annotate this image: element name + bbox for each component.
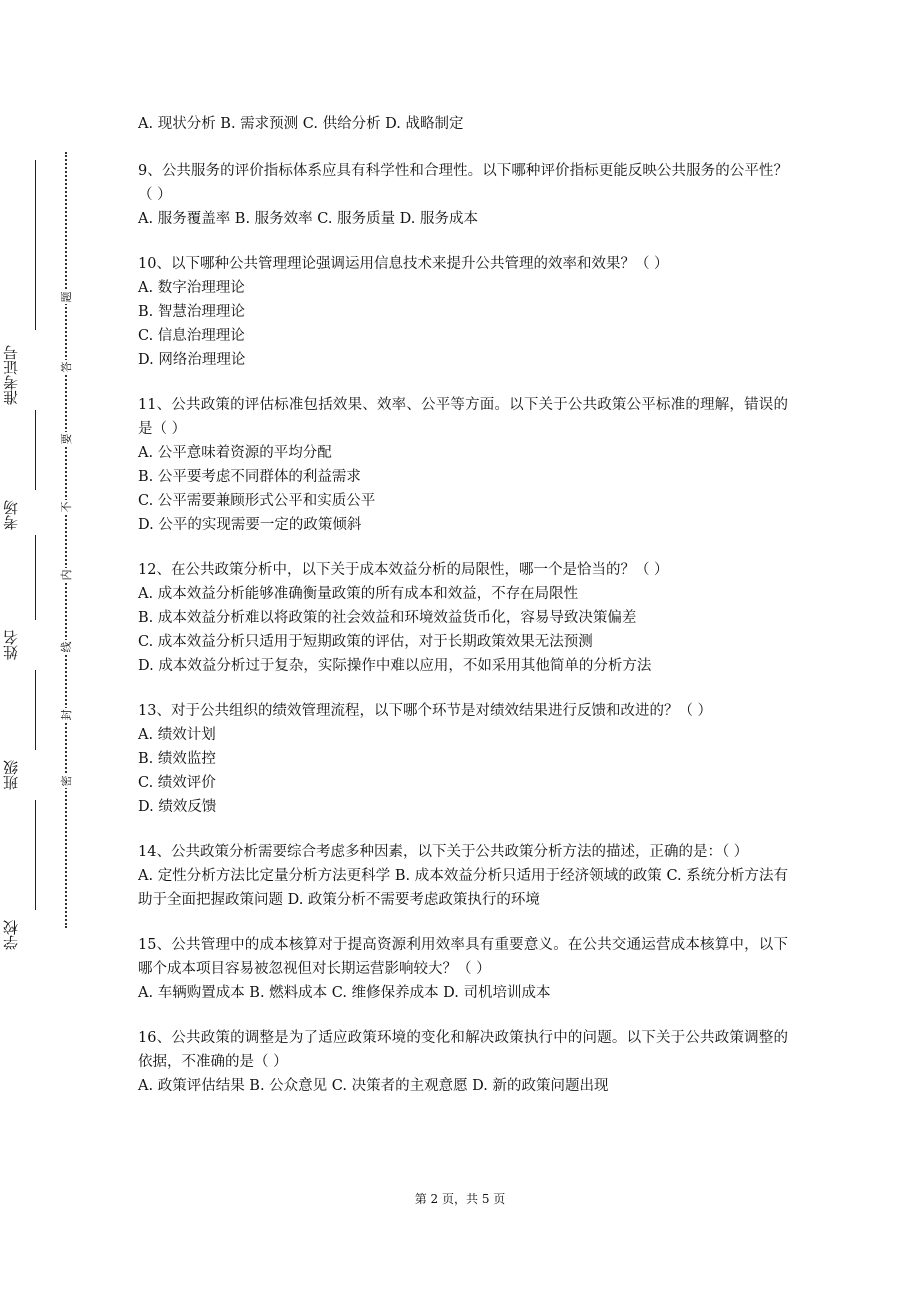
exam-id-line (35, 160, 36, 330)
option-b: B. 智慧治理理论 (138, 304, 245, 320)
class-line (35, 670, 36, 750)
seal-char: 要 (58, 432, 76, 446)
question-16 (138, 1026, 788, 1098)
option-c: C. 信息治理理论 (138, 328, 245, 344)
question-12 (138, 558, 788, 678)
question-11 (138, 393, 788, 537)
question-stem: 12、在公共政策分析中，以下关于成本效益分析的局限性，哪一个是恰当的？（ ） (138, 562, 669, 578)
question-8-tail (138, 112, 788, 136)
option-a: A. 成本效益分析能够准确衡量政策的所有成本和效益，不存在局限性 (138, 586, 579, 602)
question-options: A. 服务覆盖率 B. 服务效率 C. 服务质量 D. 服务成本 (138, 211, 479, 227)
seal-char: 封 (58, 708, 76, 722)
exam-id-label: 准考证号 (2, 345, 20, 405)
name-label: 姓名 (2, 630, 20, 660)
option-a: A. 公平意味着资源的平均分配 (138, 445, 332, 461)
question-10 (138, 252, 788, 372)
seal-char: 不 (58, 500, 76, 514)
question-options: A. 政策评估结果 B. 公众意见 C. 决策者的主观意愿 D. 新的政策问题出现 (138, 1078, 609, 1094)
question-options: A. 现状分析 B. 需求预测 C. 供给分析 D. 战略制定 (138, 116, 464, 132)
question-9 (138, 159, 788, 231)
question-15 (138, 933, 788, 1005)
option-c: C. 公平需要兼顾形式公平和实质公平 (138, 493, 376, 509)
option-c: C. 绩效评价 (138, 775, 216, 791)
seal-char: 答 (58, 360, 76, 374)
option-d: D. 网络治理理论 (138, 352, 246, 368)
seal-char: 密 (58, 774, 76, 788)
seal-dotted-line (65, 152, 67, 928)
option-d: D. 成本效益分析过于复杂，实际操作中难以应用，不如采用其他简单的分析方法 (138, 658, 652, 674)
question-stem: 15、公共管理中的成本核算对于提高资源利用效率具有重要意义。在公共交通运营成本核算中，以下哪个成本项目容易被忽视但对长期运营影响较大？（ ） (138, 937, 788, 977)
question-stem: 13、对于公共组织的绩效管理流程，以下哪个环节是对绩效结果进行反馈和改进的？（ ） (138, 703, 713, 719)
option-d: D. 绩效反馈 (138, 799, 217, 815)
question-stem: 14、公共政策分析需要综合考虑多种因素，以下关于公共政策分析方法的描述，正确的是：（ ） (138, 844, 749, 860)
question-stem: 10、以下哪种公共管理理论强调运用信息技术来提升公共管理的效率和效果？（ ） (138, 256, 669, 272)
option-a: A. 数字治理理论 (138, 280, 245, 296)
question-options: A. 定性分析方法比定量分析方法更科学 B. 成本效益分析只适用于经济领域的政策 C. 系统分析方法有助于全面把握政策问题 D. 政策分析不需要考虑政策执行的环境 (138, 868, 788, 908)
seal-char: 题 (58, 290, 76, 304)
option-d: D. 公平的实现需要一定的政策倾斜 (138, 517, 362, 533)
question-14 (138, 840, 788, 912)
option-b: B. 成本效益分析难以将政策的社会效益和环境效益货币化，容易导致决策偏差 (138, 610, 637, 626)
exam-room-label: 考场 (2, 500, 20, 530)
question-options: A. 车辆购置成本 B. 燃料成本 C. 维修保养成本 D. 司机培训成本 (138, 985, 551, 1001)
question-stem: 16、公共政策的调整是为了适应政策环境的变化和解决政策执行中的问题。以下关于公共政策调整的依据，不准确的是（ ） (138, 1030, 788, 1070)
question-13 (138, 699, 788, 819)
option-b: B. 公平要考虑不同群体的利益需求 (138, 469, 361, 485)
page-number: 第 2 页，共 5 页 (414, 1192, 506, 1206)
question-stem: 11、公共政策的评估标准包括效果、效率、公平等方面。以下关于公共政策公平标准的理解，错误的是（ ） (138, 397, 788, 437)
question-stem: 9、公共服务的评价指标体系应具有科学性和合理性。以下哪种评价指标更能反映公共服务的公平性？（ ） (138, 163, 788, 203)
name-line (35, 535, 36, 620)
question-list (138, 112, 788, 1119)
option-c: C. 成本效益分析只适用于短期政策的评估，对于长期政策效果无法预测 (138, 634, 593, 650)
seal-char: 内 (58, 568, 76, 582)
option-b: B. 绩效监控 (138, 751, 216, 767)
binding-margin (0, 0, 110, 1302)
class-label: 班级 (2, 760, 20, 790)
exam-room-line (35, 410, 36, 490)
seal-char: 线 (58, 640, 76, 654)
school-label: 学校 (2, 920, 20, 950)
school-line (35, 800, 36, 910)
option-a: A. 绩效计划 (138, 727, 216, 743)
